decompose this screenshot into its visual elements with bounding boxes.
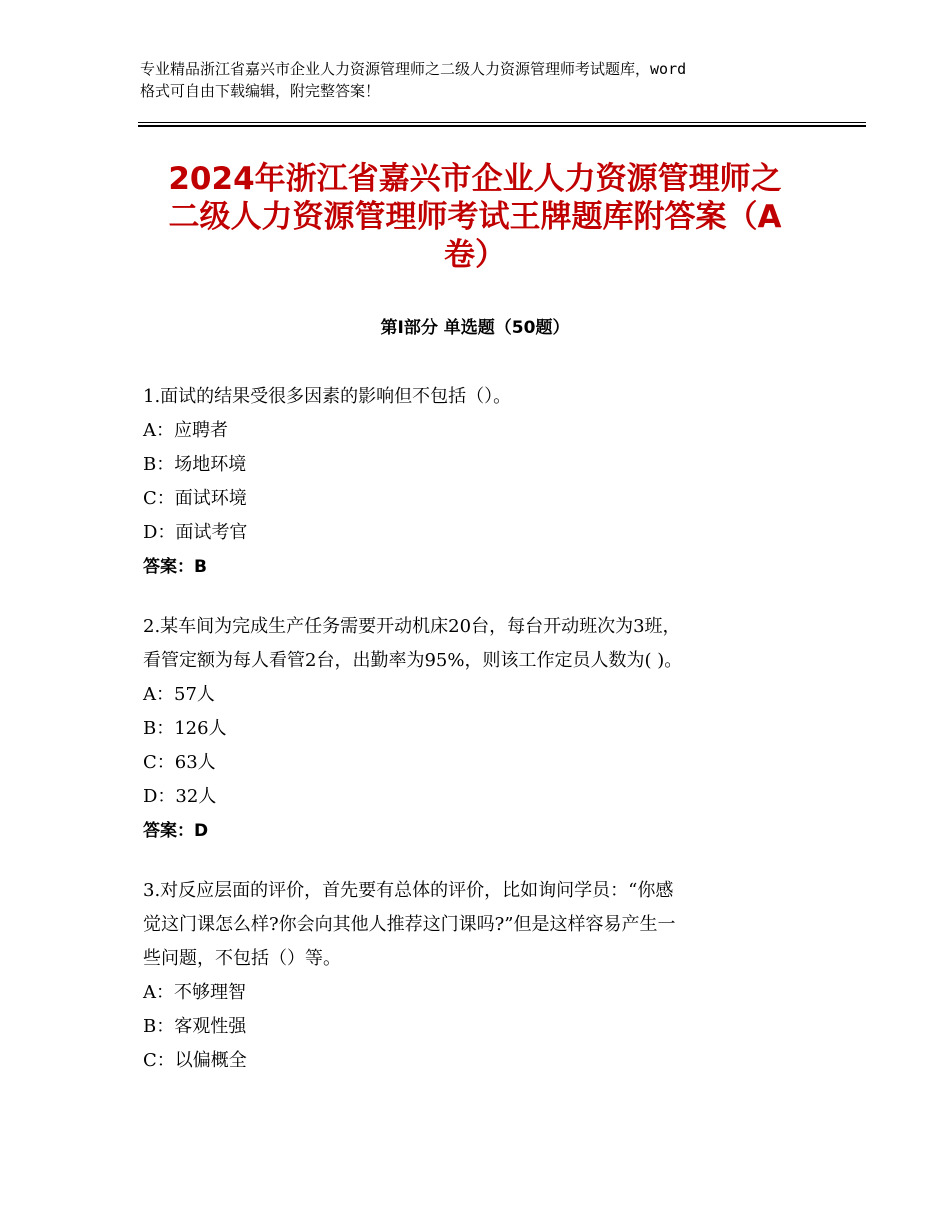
section-title: 第Ⅰ部分 单选题（50题）	[380, 318, 570, 338]
title-line-1: 2024年浙江省嘉兴市企业人力资源管理师之	[168, 161, 782, 197]
question-1-option-a: A：应聘者	[143, 420, 228, 441]
question-3-option-a: A：不够理智	[143, 982, 246, 1003]
question-1-option-d: D：面试考官	[143, 522, 248, 543]
question-1-text: 1.面试的结果受很多因素的影响但不包括（）。	[143, 386, 512, 407]
question-2-option-d: D：32人	[143, 786, 217, 807]
header-line-1: 专业精品浙江省嘉兴市企业人力资源管理师之二级人力资源管理师考试题库，word	[140, 60, 687, 78]
question-3-text-line-2: 觉这门课怎么样?你会向其他人推荐这门课吗?”但是这样容易产生一	[143, 914, 676, 935]
document-title	[120, 160, 830, 274]
header-line-2: 格式可自由下载编辑，附完整答案！	[140, 82, 381, 100]
page-header	[140, 58, 820, 102]
question-3	[143, 874, 823, 1078]
question-2-answer: 答案：D	[143, 821, 209, 841]
title-line-3: 卷）	[444, 237, 506, 273]
question-2-option-a: A：57人	[143, 684, 215, 705]
question-list	[143, 380, 823, 1104]
question-2-text-line-1: 2.某车间为完成生产任务需要开动机床20台，每台开动班次为3班，	[143, 616, 681, 637]
question-2-option-b: B：126人	[143, 718, 227, 739]
question-1-option-c: C：面试环境	[143, 488, 247, 509]
question-1-option-b: B：场地环境	[143, 454, 247, 475]
header-rule-thick	[138, 125, 866, 127]
question-2	[143, 610, 823, 848]
question-1	[143, 380, 823, 584]
question-3-option-c: C：以偏概全	[143, 1050, 247, 1071]
question-1-answer: 答案：B	[143, 557, 207, 577]
question-3-text-line-1: 3.对反应层面的评价，首先要有总体的评价，比如询问学员：“你感	[143, 880, 674, 901]
question-2-text-line-2: 看管定额为每人看管2台，出勤率为95%，则该工作定员人数为( )。	[143, 650, 683, 671]
question-3-option-b: B：客观性强	[143, 1016, 247, 1037]
question-2-option-c: C：63人	[143, 752, 216, 773]
header-rule-thin	[138, 122, 866, 123]
title-line-2: 二级人力资源管理师考试王牌题库附答案（A	[168, 199, 782, 235]
question-3-text-line-3: 些问题，不包括（）等。	[143, 948, 341, 969]
